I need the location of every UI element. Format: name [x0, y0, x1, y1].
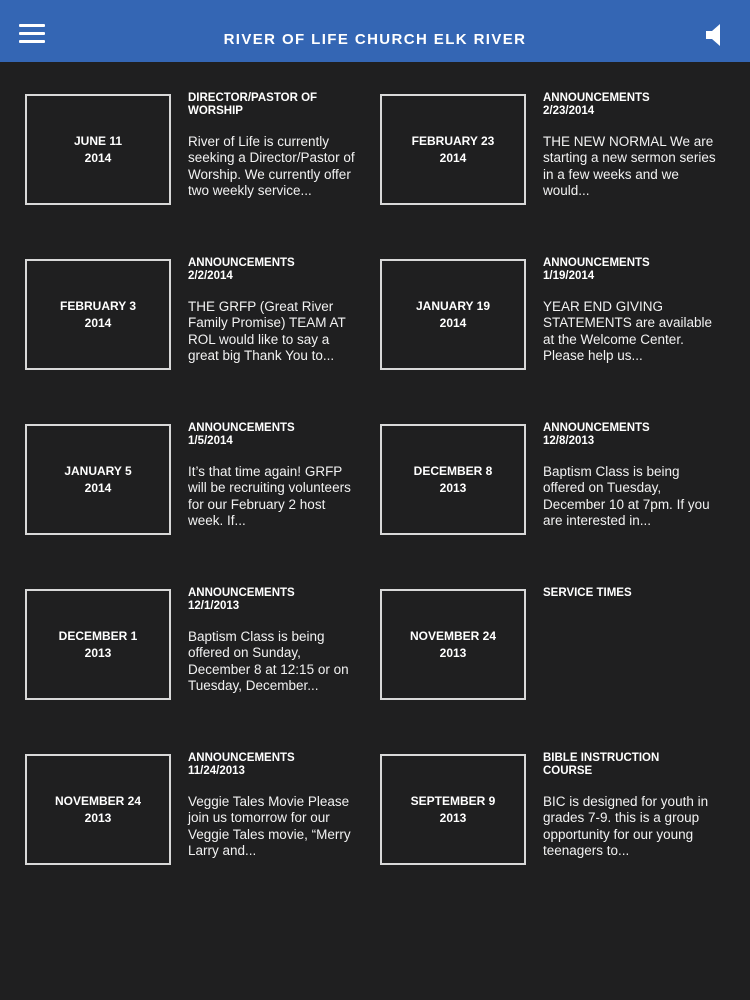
- post-text: [188, 752, 363, 859]
- post-date-day: FEBRUARY 23: [411, 133, 495, 148]
- post-card[interactable]: [380, 94, 720, 214]
- post-subtitle: 11/24/2013: [188, 765, 245, 777]
- post-date-box: [380, 259, 526, 370]
- post-date-day: NOVEMBER 24: [54, 793, 142, 808]
- post-date-year: 2014: [439, 150, 467, 165]
- post-date-box: [380, 754, 526, 865]
- post-date-box: [380, 589, 526, 700]
- post-subtitle: 12/1/2013: [188, 600, 240, 612]
- post-excerpt: YEAR END GIVING STATEMENTS are available at the Welcome Center. Please help us...: [543, 299, 713, 363]
- post-category: SERVICE TIMES: [543, 587, 632, 599]
- post-text: [188, 257, 363, 364]
- post-date-day: DECEMBER 8: [413, 463, 493, 478]
- post-excerpt: River of Life is currently seeking a Director/Pastor of Worship. We currently offer two weekly service...: [188, 134, 355, 198]
- top-nav-bar: [0, 0, 750, 62]
- post-card[interactable]: [25, 259, 365, 379]
- post-category: ANNOUNCEMENTS: [543, 92, 650, 104]
- post-excerpt: THE GRFP (Great River Family Promise) TEAM AT ROL would like to say a great big Thank You to...: [188, 299, 346, 363]
- post-subtitle: COURSE: [543, 765, 593, 777]
- post-card[interactable]: [25, 424, 365, 544]
- post-date-box: [380, 424, 526, 535]
- post-date-year: 2013: [439, 645, 467, 660]
- post-excerpt: It’s that time again! GRFP will be recruiting volunteers for our February 2 host week. If...: [188, 464, 351, 528]
- post-card[interactable]: [380, 589, 720, 709]
- post-subtitle: 2/23/2014: [543, 105, 595, 117]
- post-date-box: [25, 94, 171, 205]
- post-date-day: DECEMBER 1: [58, 628, 138, 643]
- post-category: ANNOUNCEMENTS: [188, 422, 295, 434]
- post-subtitle: [543, 600, 718, 613]
- post-category: ANNOUNCEMENTS: [188, 587, 295, 599]
- post-subtitle: 1/5/2014: [188, 435, 233, 447]
- app-title: RIVER OF LIFE CHURCH ELK RIVER: [223, 31, 527, 48]
- post-text: [188, 92, 363, 199]
- post-category: BIBLE INSTRUCTION: [543, 752, 660, 764]
- post-date-year: 2013: [84, 645, 112, 660]
- post-text: [543, 422, 718, 529]
- post-text: [543, 587, 718, 629]
- post-date-day: FEBRUARY 3: [59, 298, 136, 313]
- post-card[interactable]: [380, 424, 720, 544]
- post-date-day: JANUARY 5: [64, 463, 132, 478]
- post-date-box: [25, 259, 171, 370]
- post-subtitle: 12/8/2013: [543, 435, 595, 447]
- post-excerpt: THE NEW NORMAL We are starting a new sermon series in a few weeks and we would...: [543, 134, 716, 198]
- post-card[interactable]: [25, 754, 365, 874]
- speaker-icon[interactable]: [705, 22, 727, 48]
- post-card[interactable]: [380, 259, 720, 379]
- post-category: ANNOUNCEMENTS: [543, 422, 650, 434]
- post-date-year: 2013: [84, 810, 112, 825]
- post-card[interactable]: [25, 589, 365, 709]
- post-excerpt: Baptism Class is being offered on Sunday, December 8 at 12:15 or on Tuesday, December...: [188, 629, 349, 693]
- post-date-box: [25, 589, 171, 700]
- post-date-year: 2013: [439, 810, 467, 825]
- post-date-box: [380, 94, 526, 205]
- post-subtitle: 2/2/2014: [188, 270, 233, 282]
- post-text: [543, 257, 718, 364]
- post-category: DIRECTOR/PASTOR OF: [188, 92, 318, 104]
- post-excerpt: Baptism Class is being offered on Tuesday, December 10 at 7pm. If you are interested in...: [543, 464, 710, 528]
- post-date-year: 2014: [84, 150, 112, 165]
- post-date-year: 2014: [439, 315, 467, 330]
- post-category: ANNOUNCEMENTS: [188, 257, 295, 269]
- post-category: ANNOUNCEMENTS: [188, 752, 295, 764]
- post-subtitle: WORSHIP: [188, 105, 243, 117]
- post-date-day: NOVEMBER 24: [409, 628, 497, 643]
- post-date-box: [25, 424, 171, 535]
- post-text: [543, 92, 718, 199]
- post-date-year: 2013: [439, 480, 467, 495]
- post-subtitle: 1/19/2014: [543, 270, 595, 282]
- post-date-box: [25, 754, 171, 865]
- post-card[interactable]: [380, 754, 720, 874]
- post-card[interactable]: [25, 94, 365, 214]
- post-date-day: JANUARY 19: [415, 298, 491, 313]
- post-text: [188, 422, 363, 529]
- post-text: [543, 752, 718, 859]
- post-excerpt: BIC is designed for youth in grades 7-9. this is a group opportunity for our young teenagers to...: [543, 794, 709, 858]
- post-date-year: 2014: [84, 480, 112, 495]
- post-text: [188, 587, 363, 694]
- post-date-day: SEPTEMBER 9: [410, 793, 496, 808]
- post-date-day: JUNE 11: [73, 133, 123, 148]
- post-category: ANNOUNCEMENTS: [543, 257, 650, 269]
- post-date-year: 2014: [84, 315, 112, 330]
- post-excerpt: Veggie Tales Movie Please join us tomorrow for our Veggie Tales movie, “Merry Larry and...: [188, 794, 351, 858]
